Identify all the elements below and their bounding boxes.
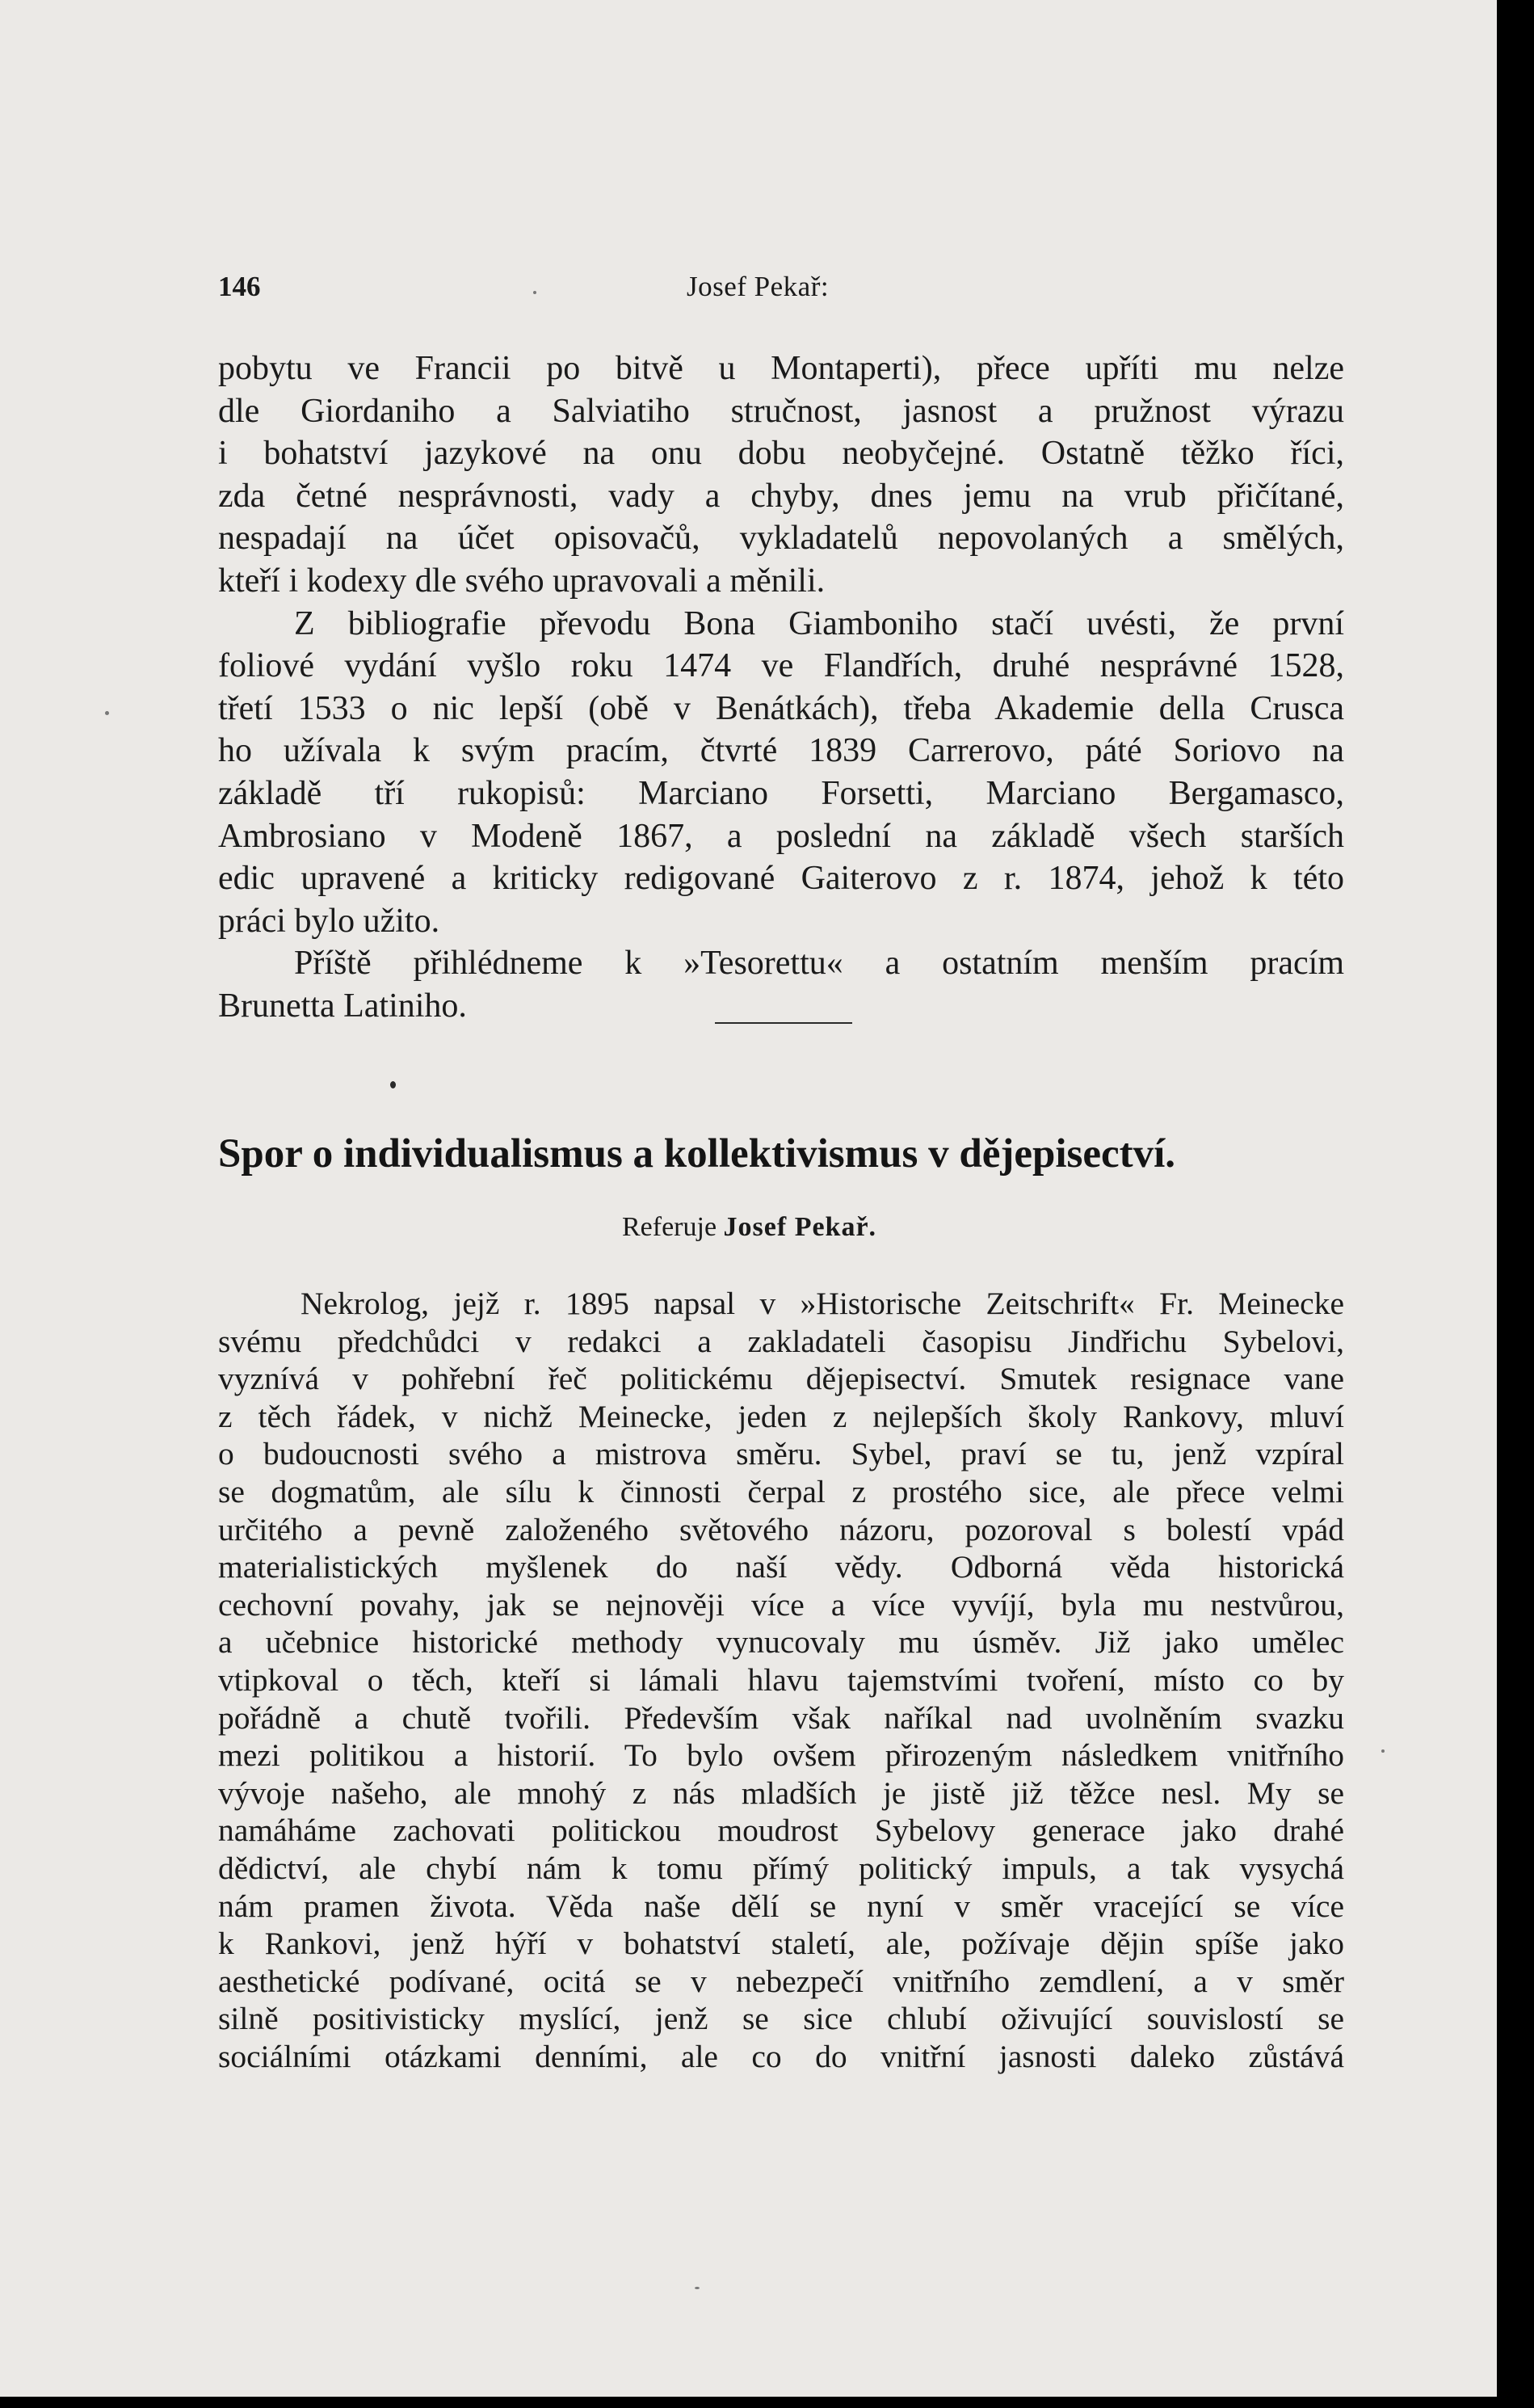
text-line: silně positivisticky myslící, jenž se sice chlubí oživující souvislostí se (218, 2001, 1344, 2037)
page-header (218, 271, 1344, 311)
text-line: z těch řádek, v nichž Meinecke, jeden z nejlepších školy Rankovy, mluví (218, 1398, 1344, 1434)
scan-speck (533, 291, 536, 294)
text-line: namáháme zachovati politickou moudrost Sybelovy generace jako drahé (218, 1812, 1344, 1849)
article-body (218, 1285, 1344, 2075)
text-line: k Rankovi, jenž hýří v bohatství staletí, ale, požívaje dějin spíše jako (218, 1926, 1344, 1962)
text-line: materialistických myšlenek do naší vědy. Odborná věda historická (218, 1549, 1344, 1585)
byline-author: Josef Pekař. (723, 1212, 877, 1242)
text-line: pobytu ve Francii po bitvě u Montaperti), přece upříti mu nelze (218, 350, 1344, 387)
text-line: o budoucnosti svého a mistrova směru. Sybel, praví se tu, jenž vzpíral (218, 1436, 1344, 1472)
text-line: svému předchůdci v redakci a zakladateli časopisu Jindřichu Sybelovi, (218, 1323, 1344, 1359)
text-line: Z bibliografie převodu Bona Giamboniho stačí uvésti, že první (294, 604, 1344, 642)
text-line: základě tří rukopisů: Marciano Forsetti, Marciano Bergamasco, (218, 774, 1344, 812)
text-line: třetí 1533 o nic lepší (obě v Benátkách), třeba Akademie della Crusca (218, 689, 1344, 727)
print-mark (390, 1081, 396, 1088)
text-line: sociálními otázkami denními, ale co do vnitřní jasnosti daleko zůstává (218, 2038, 1344, 2074)
text-line: Ambrosiano v Modeně 1867, a poslední na základě všech starších (218, 817, 1344, 855)
text-line: Příště přihlédneme k »Tesorettu« a ostatním menším pracím (294, 945, 1344, 983)
scan-border (1497, 0, 1534, 2408)
text-line: cechovní povahy, jak se nejnověji více a více vyvíjí, byla mu nestvůrou, (218, 1586, 1344, 1623)
text-line: Nekrolog, jejž r. 1895 napsal v »Historische Zeitschrift« Fr. Meinecke (300, 1286, 1344, 1321)
text-line: mezi politikou a historií. To bylo ovšem přirozeným následkem vnitřního (218, 1737, 1344, 1774)
text-line: nespadají na účet opisovačů, vykladatelů nepovolaných a smělých, (218, 520, 1344, 558)
text-line: a učebnice historické methody vynucovaly mu úsměv. Již jako umělec (218, 1624, 1344, 1661)
text-line: foliové vydání vyšlo roku 1474 ve Flandřích, druhé nesprávné 1528, (218, 647, 1344, 685)
byline-prefix: Referuje (622, 1212, 717, 1242)
text-line: Brunetta Latiniho. (218, 987, 467, 1025)
scan-speck (695, 2287, 700, 2289)
running-head: Josef Pekař: (687, 271, 830, 302)
text-line: práci bylo užito. (218, 902, 440, 940)
article-byline (622, 1212, 876, 1243)
text-line: i bohatství jazykové na onu dobu neobyčejné. Ostatně těžko říci, (218, 435, 1344, 473)
previous-article-ending (218, 347, 1344, 1028)
text-line: se dogmatům, ale sílu k činnosti čerpal z prostého sice, ale přece velmi (218, 1473, 1344, 1509)
text-line: určitého a pevně založeného světového názoru, pozoroval s bolestí vpád (218, 1511, 1344, 1547)
text-line: zda četné nesprávnosti, vady a chyby, dnes jemu na vrub přičítané, (218, 477, 1344, 515)
text-line: ho užívala k svým pracím, čtvrté 1839 Carrerovo, páté Soriovo na (218, 732, 1344, 770)
scan-speck (1381, 1749, 1385, 1753)
text-line: vtipkoval o těch, kteří si lámali hlavu tajemstvími tvoření, místo co by (218, 1661, 1344, 1698)
text-line: edic upravené a kriticky redigované Gaiterovo z r. 1874, jehož k této (218, 860, 1344, 898)
text-line: nám pramen života. Věda naše dělí se nyní v směr vracející se více (218, 1888, 1344, 1924)
text-line: kteří i kodexy dle svého upravovali a měnili. (218, 562, 826, 600)
text-line: vyznívá v pohřební řeč politickému dějepisectví. Smutek resignace vane (218, 1361, 1344, 1397)
page-number: 146 (218, 271, 261, 302)
article-title: Spor o individualismus a kollektivismus v dějepisectví. (218, 1131, 1176, 1177)
text-line: vývoje našeho, ale mnohý z nás mladších je jistě již těžce nesl. My se (218, 1774, 1344, 1811)
text-line: dědictví, ale chybí nám k tomu přímý politický impuls, a tak vysychá (218, 1850, 1344, 1886)
scan-speck (105, 711, 109, 715)
text-line: dle Giordaniho a Salviatiho stručnost, jasnost a pružnost výrazu (218, 392, 1344, 430)
text-line: aesthetické podívané, ocitá se v nebezpečí vnitřního zemdlení, a v směr (218, 1963, 1344, 1999)
text-line: pořádně a chutě tvořili. Především však naříkal nad uvolněním svazku (218, 1699, 1344, 1736)
section-divider (715, 1022, 852, 1024)
